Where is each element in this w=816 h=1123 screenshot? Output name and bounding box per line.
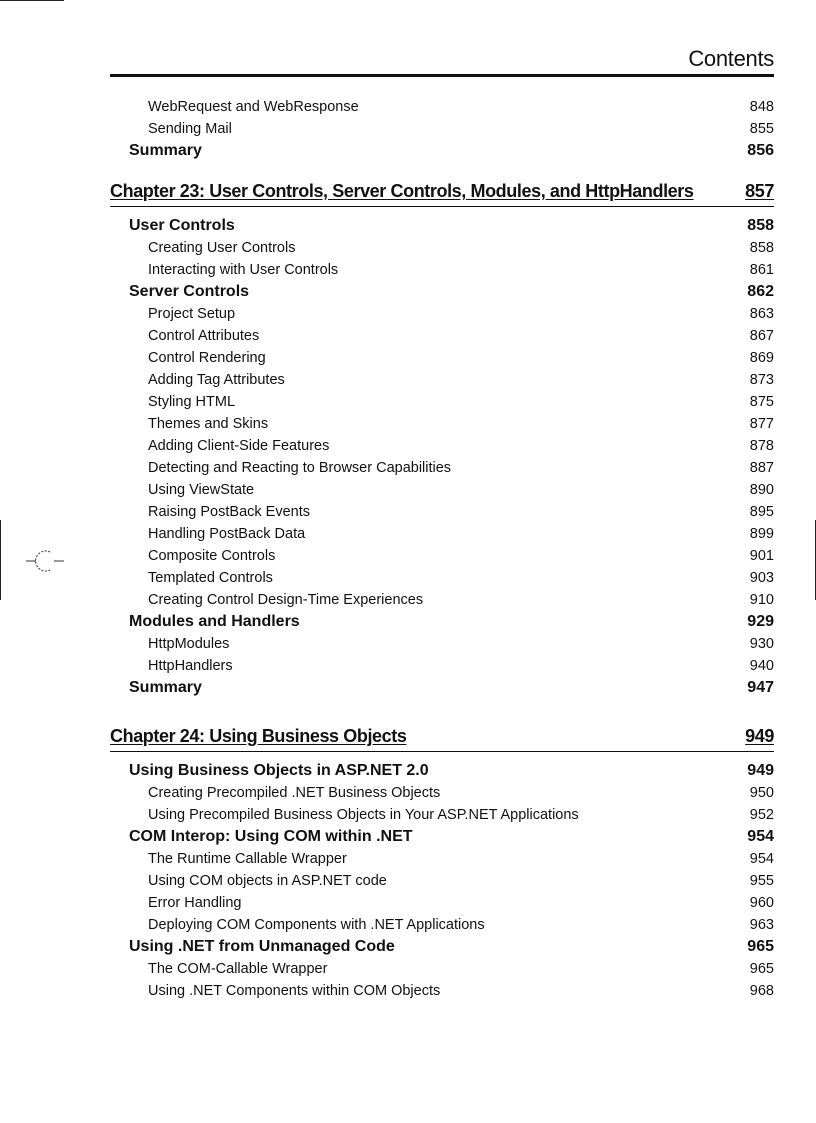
toc-page-number: 857 bbox=[745, 181, 774, 201]
toc-page-number: 965 bbox=[749, 961, 774, 977]
toc-subsection-entry bbox=[110, 914, 774, 936]
toc-entry-title: Summary bbox=[129, 142, 202, 159]
toc-entry-title: Adding Tag Attributes bbox=[148, 372, 285, 388]
toc-chapter-heading bbox=[110, 721, 774, 752]
toc-page-number: 950 bbox=[749, 785, 774, 801]
toc-page-number: 955 bbox=[749, 873, 774, 889]
toc-page-number: 949 bbox=[745, 726, 774, 746]
toc-subsection-entry bbox=[110, 633, 774, 655]
table-of-contents bbox=[110, 96, 774, 1002]
toc-subsection-entry bbox=[110, 848, 774, 870]
toc-subsection-entry bbox=[110, 567, 774, 589]
toc-section-entry bbox=[110, 611, 774, 633]
toc-entry-title: Chapter 24: Using Business Objects bbox=[110, 726, 407, 746]
toc-entry-title: Server Controls bbox=[129, 283, 250, 300]
toc-page-number: 903 bbox=[749, 570, 774, 586]
toc-entry-title: Interacting with User Controls bbox=[148, 262, 339, 278]
toc-page-number: 963 bbox=[749, 917, 774, 933]
toc-page-number: 949 bbox=[747, 762, 774, 779]
toc-entry-title: HttpModules bbox=[148, 636, 230, 652]
toc-subsection-entry bbox=[110, 325, 774, 347]
toc-subsection-entry bbox=[110, 96, 774, 118]
toc-page-number: 861 bbox=[749, 262, 774, 278]
toc-entry-title: Using Precompiled Business Objects in Your ASP.NET Applications bbox=[148, 807, 579, 823]
toc-entry-title: HttpHandlers bbox=[148, 658, 233, 674]
toc-subsection-entry bbox=[110, 259, 774, 281]
toc-subsection-entry bbox=[110, 391, 774, 413]
toc-entry-title: Using .NET from Unmanaged Code bbox=[129, 938, 395, 955]
toc-entry-title: Composite Controls bbox=[148, 548, 276, 564]
toc-page-number: 895 bbox=[749, 504, 774, 520]
toc-subsection-entry bbox=[110, 980, 774, 1002]
toc-entry-title: Using ViewState bbox=[148, 482, 255, 498]
toc-subsection-entry bbox=[110, 457, 774, 479]
toc-page-number: 965 bbox=[747, 938, 774, 955]
toc-entry-title: The Runtime Callable Wrapper bbox=[148, 851, 347, 867]
toc-entry-title: Error Handling bbox=[148, 895, 242, 911]
toc-subsection-entry bbox=[110, 655, 774, 677]
registration-mark-icon bbox=[26, 548, 66, 574]
toc-entry-title: Control Attributes bbox=[148, 328, 260, 344]
toc-subsection-entry bbox=[110, 237, 774, 259]
toc-subsection-entry bbox=[110, 782, 774, 804]
toc-chapter-heading bbox=[110, 176, 774, 207]
toc-entry-title: Styling HTML bbox=[148, 394, 236, 410]
toc-entry-title: COM Interop: Using COM within .NET bbox=[129, 828, 413, 845]
page-header bbox=[110, 44, 774, 77]
toc-entry-title: Modules and Handlers bbox=[129, 613, 300, 630]
toc-section-entry bbox=[110, 760, 774, 782]
toc-subsection-entry bbox=[110, 435, 774, 457]
toc-page-number: 929 bbox=[747, 613, 774, 630]
toc-section-entry bbox=[110, 826, 774, 848]
toc-entry-title: Summary bbox=[129, 679, 202, 696]
toc-page-number: 952 bbox=[749, 807, 774, 823]
toc-page-number: 856 bbox=[747, 142, 774, 159]
toc-page-number: 875 bbox=[749, 394, 774, 410]
toc-page-number: 954 bbox=[747, 828, 774, 845]
toc-entry-title: Adding Client-Side Features bbox=[148, 438, 330, 454]
crop-mark-left bbox=[0, 520, 1, 600]
toc-page-number: 887 bbox=[749, 460, 774, 476]
toc-entry-title: Detecting and Reacting to Browser Capabilities bbox=[148, 460, 452, 476]
toc-entry-title: Raising PostBack Events bbox=[148, 504, 310, 520]
toc-page-number: 867 bbox=[749, 328, 774, 344]
toc-entry-title: Creating User Controls bbox=[148, 240, 296, 256]
toc-subsection-entry bbox=[110, 369, 774, 391]
toc-subsection-entry bbox=[110, 479, 774, 501]
toc-subsection-entry bbox=[110, 545, 774, 567]
toc-entry-title: Using .NET Components within COM Objects bbox=[148, 983, 441, 999]
toc-entry-title: Using COM objects in ASP.NET code bbox=[148, 873, 387, 889]
toc-page-number: 873 bbox=[749, 372, 774, 388]
toc-page-number: 858 bbox=[747, 217, 774, 234]
toc-subsection-entry bbox=[110, 118, 774, 140]
toc-subsection-entry bbox=[110, 501, 774, 523]
toc-page-number: 940 bbox=[749, 658, 774, 674]
toc-page-number: 890 bbox=[749, 482, 774, 498]
toc-entry-title: WebRequest and WebResponse bbox=[148, 99, 359, 115]
toc-subsection-entry bbox=[110, 413, 774, 435]
page-title: Contents bbox=[688, 46, 774, 71]
crop-mark-top bbox=[0, 0, 64, 1]
toc-entry-title: Themes and Skins bbox=[148, 416, 269, 432]
toc-section-entry bbox=[110, 215, 774, 237]
toc-page-number: 877 bbox=[749, 416, 774, 432]
toc-subsection-entry bbox=[110, 958, 774, 980]
toc-page-number: 855 bbox=[749, 121, 774, 137]
toc-entry-title: User Controls bbox=[129, 217, 235, 234]
toc-subsection-entry bbox=[110, 804, 774, 826]
toc-page-number: 878 bbox=[749, 438, 774, 454]
toc-subsection-entry bbox=[110, 347, 774, 369]
toc-subsection-entry bbox=[110, 303, 774, 325]
toc-page-number: 858 bbox=[749, 240, 774, 256]
toc-subsection-entry bbox=[110, 523, 774, 545]
toc-entry-title: Chapter 23: User Controls, Server Controls, Modules, and HttpHandlers bbox=[110, 181, 694, 201]
toc-section-entry bbox=[110, 140, 774, 162]
toc-page-number: 968 bbox=[749, 983, 774, 999]
toc-page-number: 910 bbox=[749, 592, 774, 608]
toc-subsection-entry bbox=[110, 589, 774, 611]
toc-page-number: 930 bbox=[749, 636, 774, 652]
toc-entry-title: Deploying COM Components with .NET Applications bbox=[148, 917, 485, 933]
toc-page-number: 863 bbox=[749, 306, 774, 322]
toc-page-number: 947 bbox=[747, 679, 774, 696]
toc-entry-title: Creating Precompiled .NET Business Objects bbox=[148, 785, 441, 801]
toc-entry-title: Creating Control Design-Time Experiences bbox=[148, 592, 424, 608]
toc-entry-title: Sending Mail bbox=[148, 121, 232, 137]
toc-entry-title: Templated Controls bbox=[148, 570, 273, 586]
toc-entry-title: Control Rendering bbox=[148, 350, 266, 366]
toc-page-number: 901 bbox=[749, 548, 774, 564]
toc-section-entry bbox=[110, 936, 774, 958]
toc-entry-title: Project Setup bbox=[148, 306, 236, 322]
toc-page-number: 899 bbox=[749, 526, 774, 542]
toc-entry-title: The COM-Callable Wrapper bbox=[148, 961, 328, 977]
toc-page-number: 960 bbox=[749, 895, 774, 911]
toc-page-number: 862 bbox=[747, 283, 774, 300]
toc-page-number: 869 bbox=[749, 350, 774, 366]
toc-section-entry bbox=[110, 281, 774, 303]
toc-subsection-entry bbox=[110, 892, 774, 914]
toc-entry-title: Using Business Objects in ASP.NET 2.0 bbox=[129, 762, 429, 779]
toc-page-number: 954 bbox=[749, 851, 774, 867]
toc-entry-title: Handling PostBack Data bbox=[148, 526, 306, 542]
toc-section-entry bbox=[110, 677, 774, 699]
toc-subsection-entry bbox=[110, 870, 774, 892]
toc-page-number: 848 bbox=[749, 99, 774, 115]
